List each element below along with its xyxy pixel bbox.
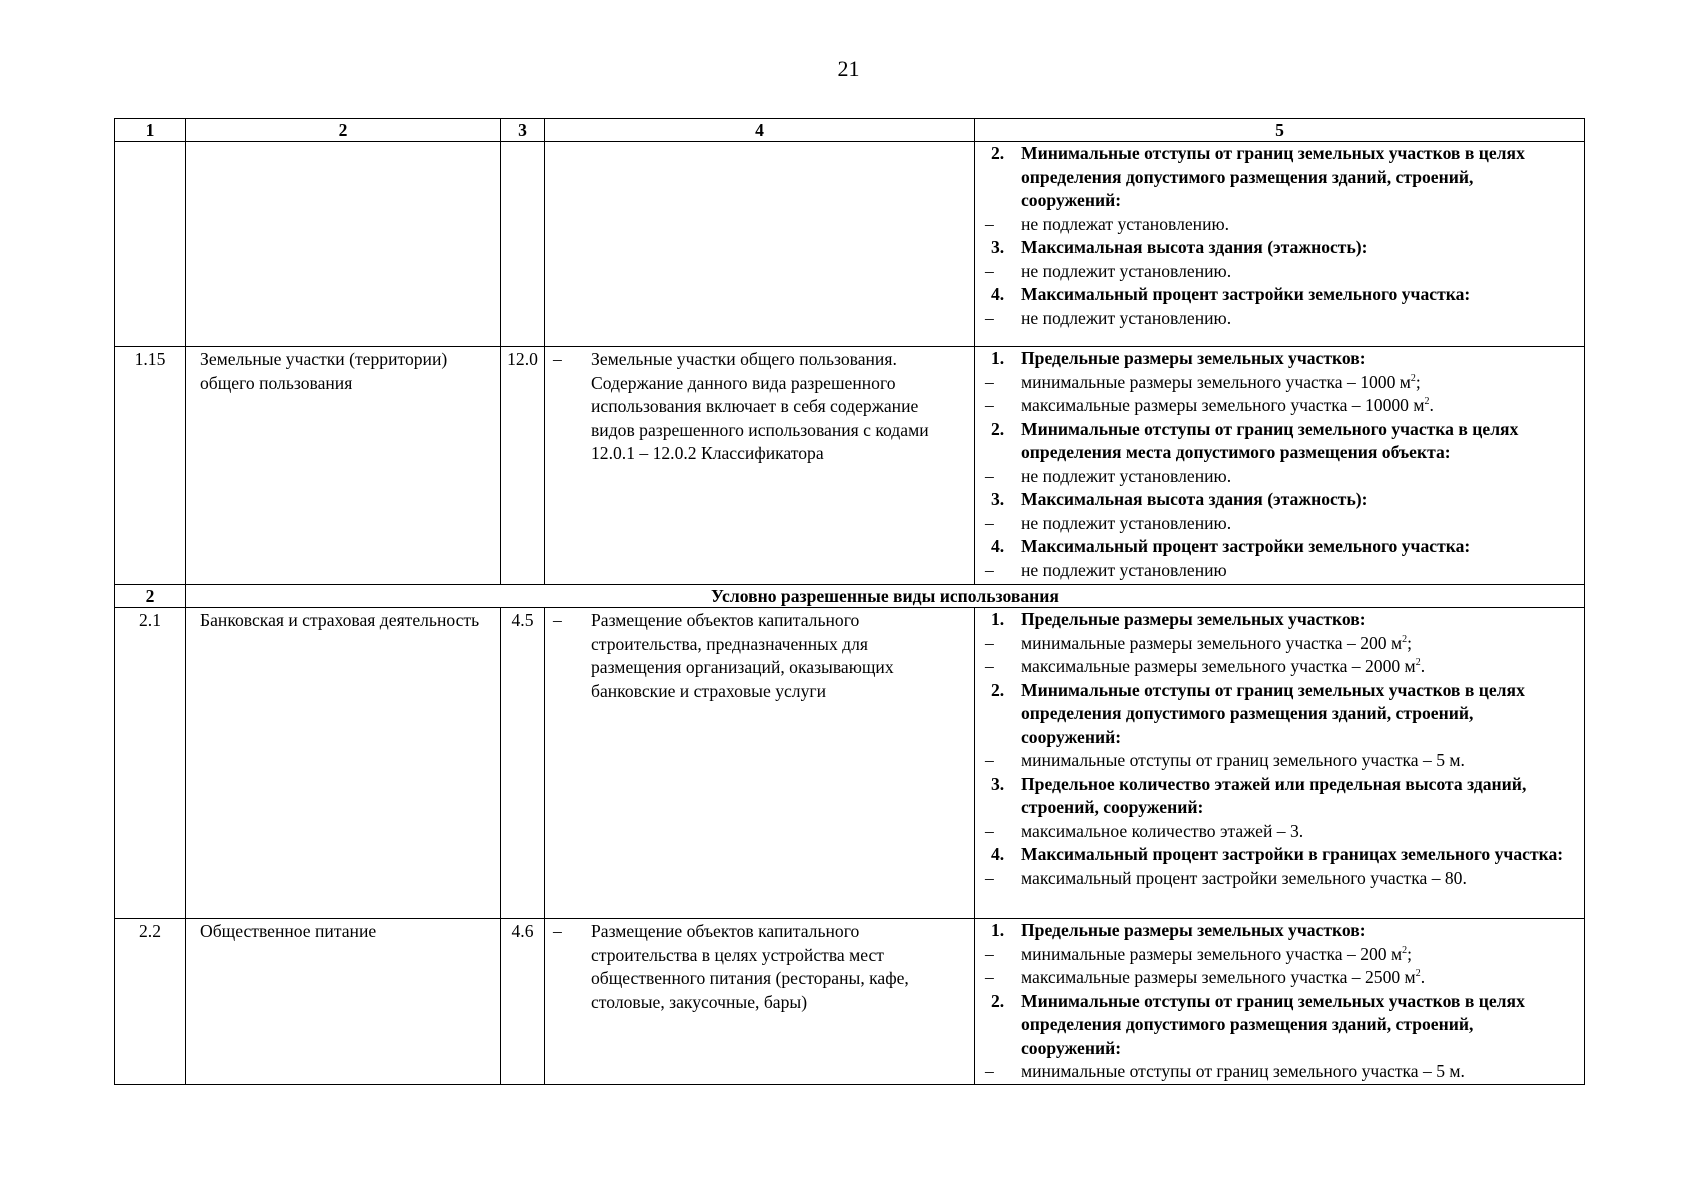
- parameter-text-main: Максимальный процент застройки земельного участка:: [1021, 284, 1471, 304]
- section-number: 2: [115, 585, 186, 608]
- parameter-heading: [985, 773, 1576, 820]
- parameter-text: [1021, 843, 1576, 867]
- use-description-cell: [545, 608, 975, 919]
- parameter-text: [1021, 559, 1576, 583]
- parameter-marker: –: [985, 213, 994, 234]
- parameter-heading: [985, 236, 1576, 260]
- parameter-text-tail: .: [1429, 395, 1434, 415]
- unit-superscript: 2: [1415, 657, 1421, 669]
- parameter-item: [985, 394, 1576, 418]
- parameter-text-main: минимальные отступы от границ земельного участка – 5 м.: [1021, 1061, 1465, 1081]
- parameter-text: [1021, 919, 1576, 943]
- parameter-marker: 2.: [991, 679, 1005, 700]
- parameter-text: [1021, 990, 1576, 1061]
- parameters-cell: [975, 142, 1585, 347]
- description-dash: –: [553, 921, 562, 941]
- use-code-cell: 12.0: [501, 347, 545, 585]
- parameter-text-main: не подлежит установлению: [1021, 559, 1227, 580]
- column-header: 5: [975, 119, 1585, 142]
- parameter-text-main: Минимальные отступы от границ земельных участков в целях определения допустимого размещения зданий, строений, сооружений:: [1021, 143, 1525, 210]
- parameter-text-tail: ;: [1415, 371, 1421, 392]
- page-number: 21: [837, 56, 860, 81]
- parameter-item: [985, 465, 1576, 489]
- parameter-item: [985, 749, 1576, 773]
- unit-superscript: 2: [1424, 396, 1430, 408]
- parameter-text-main: Минимальные отступы от границ земельных участков в целях определения допустимого размещения зданий, строений, сооружений:: [1021, 990, 1525, 1058]
- row-number-cell: 2.1: [115, 608, 186, 919]
- section-row: [115, 585, 1585, 608]
- parameter-text-tail: ;: [1407, 943, 1413, 964]
- parameter-text: [1021, 142, 1576, 213]
- parameters-cell: [975, 919, 1585, 1085]
- unit-superscript: 2: [1410, 372, 1416, 384]
- parameter-marker: 2.: [991, 143, 1005, 163]
- parameter-text-main: Минимальные отступы от границ земельных участков в целях определения допустимого размещения зданий, строений, сооружений:: [1021, 679, 1525, 747]
- description-wrap: [553, 609, 960, 703]
- parameter-text: [1021, 943, 1576, 967]
- parameter-text: [1021, 1060, 1576, 1084]
- table-row: [115, 919, 1585, 1085]
- parameter-text-main: минимальные отступы от границ земельного участка – 5 м.: [1021, 750, 1465, 770]
- row-number-cell: 2.2: [115, 919, 186, 1085]
- parameter-heading: [985, 608, 1576, 632]
- parameter-text: [1021, 418, 1576, 465]
- parameter-item: [985, 820, 1576, 844]
- parameter-marker: –: [985, 632, 994, 653]
- parameter-text-main: максимальный процент застройки земельного участка – 80.: [1021, 867, 1467, 888]
- parameter-text-main: минимальные размеры земельного участка – 1000 м: [1021, 371, 1411, 392]
- parameter-item: [985, 559, 1576, 583]
- parameter-marker: 3.: [991, 237, 1005, 257]
- parameter-marker: –: [985, 465, 994, 486]
- parameter-text: [1021, 371, 1576, 395]
- parameter-text: [1021, 465, 1576, 489]
- use-name-cell: [186, 142, 501, 347]
- parameter-text-tail: .: [1420, 967, 1426, 987]
- parameter-text: [1021, 966, 1576, 990]
- parameter-marker: 4.: [991, 536, 1005, 556]
- parameter-text: [1021, 260, 1576, 284]
- description-wrap: [553, 348, 960, 466]
- parameter-heading: [985, 843, 1576, 867]
- parameter-heading: [985, 990, 1576, 1061]
- parameter-item: [985, 632, 1576, 656]
- row-number-cell: 1.15: [115, 347, 186, 585]
- parameter-marker: –: [985, 656, 994, 676]
- table-row: [115, 608, 1585, 919]
- parameter-text-main: Предельное количество этажей или предельная высота зданий, строений, сооружений:: [1021, 773, 1527, 817]
- parameter-heading: [985, 919, 1576, 943]
- parameter-text: [1021, 749, 1576, 773]
- parameter-text: [1021, 608, 1576, 632]
- parameter-marker: –: [985, 371, 994, 392]
- parameter-text-main: максимальные размеры земельного участка – 2000 м: [1021, 656, 1416, 676]
- parameter-item: [985, 307, 1576, 331]
- parameter-text-main: не подлежат установлению.: [1021, 213, 1230, 234]
- parameter-marker: –: [985, 867, 994, 888]
- description-dash: –: [553, 349, 562, 369]
- table-row: [115, 142, 1585, 347]
- parameter-text: [1021, 213, 1576, 237]
- description-wrap: [553, 920, 960, 1014]
- parameter-item: [985, 943, 1576, 967]
- section-title: Условно разрешенные виды использования: [186, 585, 1585, 608]
- parameter-marker: –: [985, 395, 994, 415]
- parameter-item: [985, 966, 1576, 990]
- table-row: [115, 347, 1585, 585]
- parameter-heading: [985, 347, 1576, 371]
- parameter-text-main: Предельные размеры земельных участков:: [1021, 609, 1366, 629]
- parameter-marker: 2.: [991, 418, 1005, 439]
- parameter-heading: [985, 418, 1576, 465]
- unit-superscript: 2: [1415, 968, 1421, 980]
- parameters-cell: [975, 608, 1585, 919]
- parameter-item: [985, 213, 1576, 237]
- header-row: [115, 119, 1585, 142]
- use-name-cell: Банковская и страховая деятельность: [186, 608, 501, 919]
- parameter-text: [1021, 307, 1576, 331]
- column-header: 1: [115, 119, 186, 142]
- column-header: 3: [501, 119, 545, 142]
- parameter-text-main: Максимальный процент застройки земельного участка:: [1021, 536, 1471, 556]
- parameter-text-main: не подлежит установлению.: [1021, 465, 1232, 486]
- description-text: Размещение объектов капитального строительства, предназначенных для размещения организаций, оказывающих банковские и страховые услуги: [591, 610, 894, 701]
- parameter-item: [985, 260, 1576, 284]
- parameter-heading: [985, 679, 1576, 750]
- parameter-marker: –: [985, 750, 994, 770]
- parameter-text-main: не подлежит установлению.: [1021, 307, 1232, 328]
- use-description-cell: [545, 919, 975, 1085]
- parameter-text-main: Предельные размеры земельных участков:: [1021, 920, 1366, 940]
- parameter-marker: 4.: [991, 844, 1005, 864]
- parameter-heading: [985, 535, 1576, 559]
- parameter-text-main: максимальное количество этажей – 3.: [1021, 820, 1304, 841]
- parameter-heading: [985, 488, 1576, 512]
- parameters-cell: [975, 347, 1585, 585]
- use-description-cell: [545, 142, 975, 347]
- column-header: 2: [186, 119, 501, 142]
- use-name-cell: Общественное питание: [186, 919, 501, 1085]
- unit-superscript: 2: [1402, 633, 1408, 645]
- parameter-marker: –: [985, 967, 994, 987]
- parameter-marker: –: [985, 1061, 994, 1081]
- parameter-text: [1021, 632, 1576, 656]
- parameter-text-main: Минимальные отступы от границ земельного участка в целях определения места допустимого размещения объекта:: [1021, 418, 1519, 462]
- parameter-text: [1021, 655, 1576, 679]
- parameter-heading: [985, 283, 1576, 307]
- parameter-marker: –: [985, 260, 994, 281]
- parameter-text: [1021, 679, 1576, 750]
- parameter-marker: –: [985, 820, 994, 841]
- parameter-marker: 1.: [991, 348, 1005, 368]
- parameter-text-tail: .: [1420, 656, 1426, 676]
- use-description-cell: [545, 347, 975, 585]
- parameter-text-main: не подлежит установлению.: [1021, 260, 1232, 281]
- parameter-text: [1021, 283, 1576, 307]
- parameter-marker: 3.: [991, 489, 1005, 509]
- parameter-text: [1021, 347, 1576, 371]
- use-name-cell: Земельные участки (территории) общего пользования: [186, 347, 501, 585]
- parameter-marker: –: [985, 559, 994, 580]
- use-code-cell: [501, 142, 545, 347]
- parameter-item: [985, 867, 1576, 891]
- parameter-text-main: минимальные размеры земельного участка – 200 м: [1021, 943, 1403, 964]
- parameter-text-main: не подлежит установлению.: [1021, 512, 1232, 533]
- parameter-text: [1021, 488, 1576, 512]
- unit-superscript: 2: [1402, 944, 1408, 956]
- parameter-text: [1021, 535, 1576, 559]
- parameter-text-main: Предельные размеры земельных участков:: [1021, 348, 1366, 368]
- parameter-text: [1021, 820, 1576, 844]
- parameter-marker: –: [985, 943, 994, 964]
- parameter-text-tail: ;: [1407, 632, 1413, 653]
- parameter-text: [1021, 512, 1576, 536]
- parameter-item: [985, 371, 1576, 395]
- regulations-table: [114, 118, 1585, 1085]
- parameter-text-main: максимальные размеры земельного участка – 2500 м: [1021, 967, 1416, 987]
- parameter-text: [1021, 394, 1576, 418]
- parameter-item: [985, 655, 1576, 679]
- column-header: 4: [545, 119, 975, 142]
- parameter-item: [985, 512, 1576, 536]
- parameter-marker: 2.: [991, 990, 1005, 1011]
- parameter-marker: 1.: [991, 920, 1005, 940]
- parameter-item: [985, 1060, 1576, 1084]
- parameter-marker: 4.: [991, 284, 1005, 304]
- use-code-cell: 4.5: [501, 608, 545, 919]
- parameter-text-main: Максимальная высота здания (этажность):: [1021, 489, 1368, 509]
- parameter-text-main: Максимальная высота здания (этажность):: [1021, 237, 1368, 257]
- description-text: Размещение объектов капитального строительства в целях устройства мест общественного питания (рестораны, кафе, столовые, закусочные, бары): [591, 921, 909, 1012]
- parameter-marker: 1.: [991, 609, 1005, 629]
- parameter-marker: –: [985, 512, 994, 533]
- parameter-text-main: минимальные размеры земельного участка – 200 м: [1021, 632, 1403, 653]
- parameter-marker: 3.: [991, 773, 1005, 794]
- row-number-cell: [115, 142, 186, 347]
- description-text: Земельные участки общего пользования. Содержание данного вида разрешенного использования включает в себя содержание видов разрешенного использования с кодами 12.0.1 – 12.0.2 Классификатора: [591, 349, 929, 463]
- parameter-text: [1021, 867, 1576, 891]
- use-code-cell: 4.6: [501, 919, 545, 1085]
- parameter-heading: [985, 142, 1576, 213]
- parameter-marker: –: [985, 307, 994, 328]
- parameter-text: [1021, 236, 1576, 260]
- parameter-text: [1021, 773, 1576, 820]
- parameter-text-main: Максимальный процент застройки в границах земельного участка:: [1021, 844, 1564, 864]
- description-dash: –: [553, 610, 562, 630]
- parameter-text-main: максимальные размеры земельного участка – 10000 м: [1021, 395, 1425, 415]
